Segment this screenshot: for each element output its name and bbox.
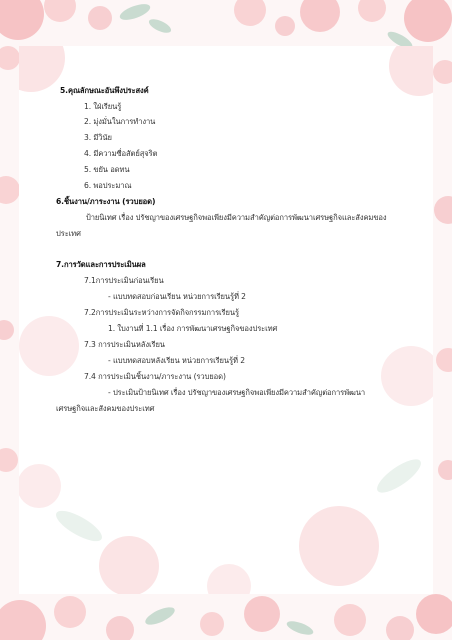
- section-7-line: 7.4 การประเมินชิ้นงาน/ภาระงาน (รวบยอด): [84, 372, 226, 381]
- section-7-line: 1. ใบงานที่ 1.1 เรื่อง การพัฒนาเศรษฐกิจของประเทศ: [108, 324, 278, 333]
- list-item: 1. ใฝ่เรียนรู้: [84, 102, 122, 111]
- list-item: 2. มุ่งมั่นในการทำงาน: [84, 117, 156, 126]
- section-7-line: 7.3 การประเมินหลังเรียน: [84, 340, 165, 349]
- section-6-heading: 6.ชิ้นงาน/ภาระงาน (รวบยอด): [56, 197, 156, 206]
- section-5-heading: 5.คุณลักษณะอันพึงประสงค์: [60, 86, 149, 95]
- section-6-text-line-2: ประเทศ: [56, 229, 81, 238]
- section-7-line: เศรษฐกิจและสังคมของประเทศ: [56, 404, 155, 413]
- list-item: 4. มีความซื่อสัตย์สุจริต: [84, 149, 158, 158]
- section-7-line: - แบบทดสอบก่อนเรียน หน่วยการเรียนรู้ที่ 2: [108, 292, 246, 301]
- section-7-line: - แบบทดสอบหลังเรียน หน่วยการเรียนรู้ที่ 2: [108, 356, 245, 365]
- section-6-text-line-1: ป้ายนิเทศ เรื่อง ปรัชญาของเศรษฐกิจพอเพียงมีความสำคัญต่อการพัฒนาเศรษฐกิจและสังคมของ: [86, 213, 387, 222]
- section-7-heading: 7.การวัดและการประเมินผล: [56, 260, 146, 269]
- section-7-line: 7.1การประเมินก่อนเรียน: [84, 276, 164, 285]
- section-7-line: - ประเมินป้ายนิเทศ เรื่อง ปรัชญาของเศรษฐกิจพอเพียงมีความสำคัญต่อการพัฒนา: [108, 388, 366, 397]
- list-item: 3. มีวินัย: [84, 133, 112, 142]
- list-item: 5. ขยัน อดทน: [84, 165, 130, 174]
- section-7-line: 7.2การประเมินระหว่างการจัดกิจกรรมการเรียนรู้: [84, 308, 239, 317]
- list-item: 6. พอประมาณ: [84, 181, 132, 190]
